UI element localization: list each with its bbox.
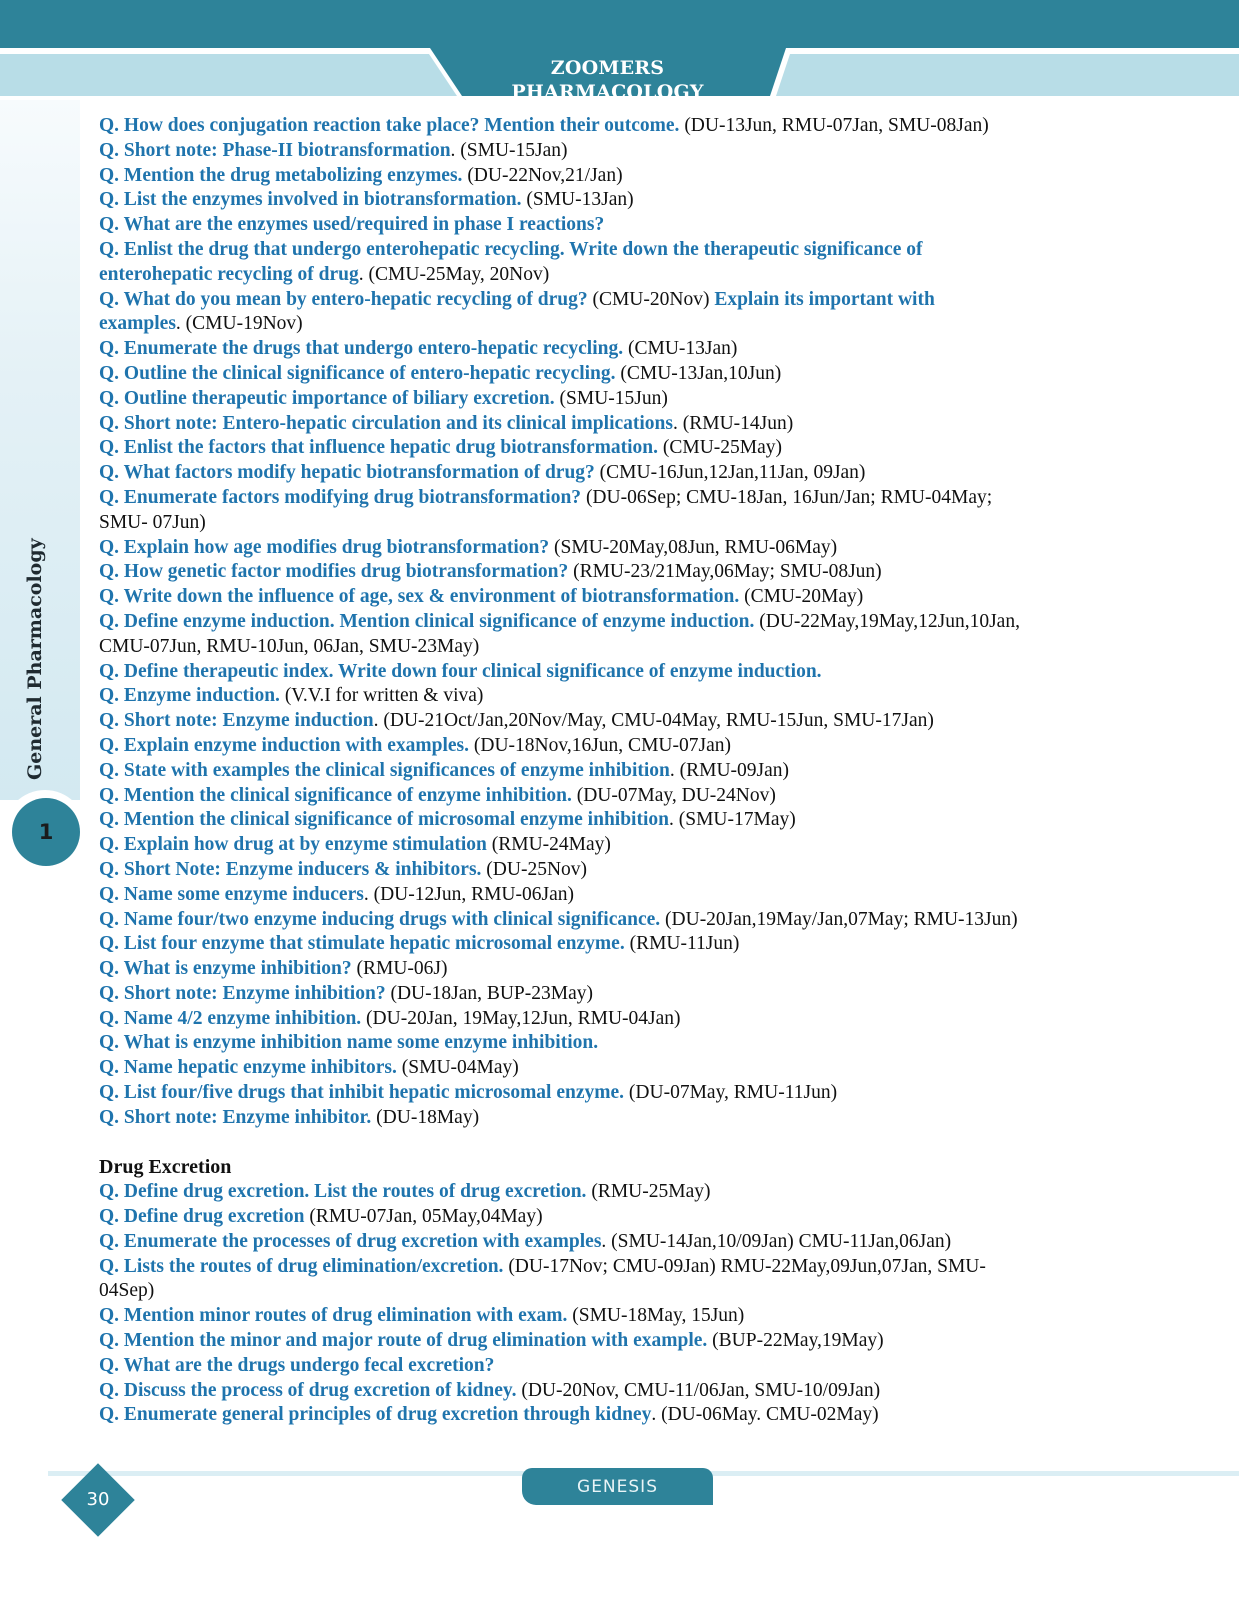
question-text: Q. Define drug excretion. List the routes of drug excretion. (99, 1181, 587, 1203)
question-line (99, 560, 1109, 585)
question-text: Q. Mention minor routes of drug elimination with exam. (99, 1305, 568, 1327)
exam-reference: SMU- 07Jun) (99, 511, 206, 533)
exam-reference: (DU-20Nov, CMU-11/06Jan, SMU-10/09Jan) (516, 1379, 881, 1401)
exam-reference: 04Sep) (99, 1280, 155, 1302)
sidebar-section-label: General Pharmacology (24, 538, 46, 780)
question-text: Q. Explain how age modifies drug biotransformation? (99, 536, 550, 558)
exam-reference: (DU-22May,19May,12Jun,10Jan, (754, 610, 1020, 632)
exam-reference: . (RMU-09Jan) (669, 759, 790, 781)
exam-reference: (DU-22Nov,21/Jan) (462, 164, 623, 186)
question-text: Q. Enumerate general principles of drug excretion through kidney (99, 1404, 652, 1426)
question-text: Q. Outline therapeutic importance of biliary excretion. (99, 387, 555, 409)
question-line (99, 1403, 1109, 1428)
question-text: Explain its important with (714, 288, 935, 310)
exam-reference: (V.V.I for written & viva) (279, 685, 484, 707)
question-text: Q. Define enzyme induction. Mention clinical significance of enzyme induction. (99, 610, 755, 632)
question-text: Q. List four/five drugs that inhibit hepatic microsomal enzyme. (99, 1082, 625, 1104)
question-line (99, 833, 1109, 858)
exam-reference: CMU-07Jun, RMU-10Jun, 06Jan, SMU-23May) (99, 635, 480, 657)
question-block-excretion (99, 1180, 1109, 1428)
question-line (99, 932, 1109, 957)
question-line (99, 1329, 1109, 1354)
question-text: Q. Mention the clinical significance of enzyme inhibition. (99, 784, 572, 806)
question-line (99, 957, 1109, 982)
question-line (99, 709, 1109, 734)
question-text: Q. Mention the minor and major route of drug elimination with example. (99, 1330, 708, 1352)
exam-reference: (CMU-13Jan,10Jun) (615, 362, 782, 384)
question-text: Q. What is enzyme inhibition name some enzyme inhibition. (99, 1032, 599, 1054)
question-line (99, 1031, 1109, 1056)
exam-reference: (CMU-25May) (657, 437, 783, 459)
question-line (99, 1056, 1109, 1081)
question-line (99, 511, 1109, 536)
question-line (99, 1081, 1109, 1106)
question-line (99, 486, 1109, 511)
question-text: Q. What do you mean by entero-hepatic recycling of drug? (99, 288, 588, 310)
chapter-number-badge: 1 (12, 798, 80, 866)
question-text: Q. Enumerate factors modifying drug biotransformation? (99, 486, 582, 508)
exam-reference: . (DU-06May. CMU-02May) (651, 1404, 879, 1426)
question-text: Q. How does conjugation reaction take place? Mention their outcome. (99, 115, 680, 136)
question-line (99, 883, 1109, 908)
exam-reference: (DU-06Sep; CMU-18Jan, 16Jun/Jan; RMU-04May; (581, 486, 993, 508)
question-line (99, 362, 1109, 387)
question-line (99, 610, 1109, 635)
exam-reference: (RMU-23/21May,06May; SMU-08Jun) (568, 561, 882, 583)
question-line (99, 1007, 1109, 1032)
exam-reference: (CMU-20May) (739, 586, 864, 608)
question-line (99, 684, 1109, 709)
exam-reference: . (DU-21Oct/Jan,20Nov/May, CMU-04May, RMU-15Jun, SMU-17Jan) (373, 710, 934, 732)
question-text: Q. Mention the drug metabolizing enzymes. (99, 164, 463, 186)
exam-reference: (DU-25Nov) (481, 858, 588, 880)
question-list (99, 114, 1109, 1428)
question-text: Q. What are the drugs undergo fecal excretion? (99, 1354, 495, 1376)
question-line (99, 1106, 1109, 1131)
exam-reference: (CMU-13Jan) (623, 338, 738, 360)
question-line (99, 312, 1109, 337)
exam-reference: . (CMU-25May, 20Nov) (358, 263, 550, 285)
question-text: enterohepatic recycling of drug (99, 263, 359, 285)
question-line (99, 337, 1109, 362)
exam-reference: . (SMU-17May) (668, 809, 796, 831)
question-text: Q. Mention the clinical significance of microsomal enzyme inhibition (99, 809, 669, 831)
question-line (99, 982, 1109, 1007)
question-text: Q. Name hepatic enzyme inhibitors. (99, 1057, 397, 1079)
question-text: Q. Explain how drug at by enzyme stimulation (99, 834, 487, 856)
question-line (99, 734, 1109, 759)
exam-reference: . (CMU-19Nov) (175, 313, 303, 335)
exam-reference: (CMU-16Jun,12Jan,11Jan, 09Jan) (594, 462, 866, 484)
question-line (99, 1304, 1109, 1329)
question-text: Q. Short Note: Enzyme inducers & inhibitors. (99, 858, 482, 880)
exam-reference: (DU-13Jun, RMU-07Jan, SMU-08Jan) (679, 115, 989, 136)
question-text: Q. Lists the routes of drug elimination/excretion. (99, 1255, 504, 1277)
question-text: Q. List four enzyme that stimulate hepatic microsomal enzyme. (99, 933, 625, 955)
question-line (99, 412, 1109, 437)
question-line (99, 1230, 1109, 1255)
question-line (99, 635, 1109, 660)
exam-reference: (RMU-06J) (351, 958, 448, 980)
question-text: Q. What is enzyme inhibition? (99, 958, 352, 980)
question-line (99, 213, 1109, 238)
exam-reference: (SMU-18May, 15Jun) (567, 1305, 745, 1327)
question-line (99, 858, 1109, 883)
question-text: Q. Write down the influence of age, sex & environment of biotransformation. (99, 586, 740, 608)
question-line (99, 585, 1109, 610)
question-line (99, 263, 1109, 288)
question-text: Q. Discuss the process of drug excretion of kidney. (99, 1379, 517, 1401)
question-line (99, 461, 1109, 486)
question-text: examples (99, 313, 176, 335)
question-text: Q. Define drug excretion (99, 1206, 305, 1228)
question-text: Q. Name four/two enzyme inducing drugs with clinical significance. (99, 908, 661, 930)
exam-reference: (DU-20Jan,19May/Jan,07May; RMU-13Jun) (660, 908, 1018, 930)
question-text: Q. Enumerate the processes of drug excretion with examples (99, 1230, 602, 1252)
exam-reference: (CMU-20Nov) (587, 288, 715, 310)
section-heading: Drug Excretion (99, 1156, 232, 1179)
exam-reference: (SMU-20May,08Jun, RMU-06May) (549, 536, 838, 558)
question-text: Q. Name 4/2 enzyme inhibition. (99, 1007, 362, 1029)
exam-reference: (DU-18Jan, BUP-23May) (385, 982, 594, 1004)
question-line (99, 784, 1109, 809)
question-line (99, 1354, 1109, 1379)
exam-reference: . (SMU-15Jan) (450, 139, 568, 161)
question-line (99, 114, 1109, 139)
question-text: Q. State with examples the clinical significances of enzyme inhibition (99, 759, 670, 781)
question-text: Q. Explain enzyme induction with examples. (99, 734, 469, 756)
exam-reference: . (DU-12Jun, RMU-06Jan) (363, 883, 574, 905)
exam-reference: (RMU-07Jan, 05May,04May) (304, 1206, 543, 1228)
question-text: Q. List the enzymes involved in biotransformation. (99, 189, 522, 211)
question-line (99, 139, 1109, 164)
question-line (99, 660, 1109, 685)
question-text: Q. Short note: Enzyme inhibition? (99, 982, 386, 1004)
question-block-biotransformation (99, 114, 1109, 1131)
footer-book-label: GENESIS (522, 1468, 713, 1505)
exam-reference: (RMU-11Jun) (624, 933, 740, 955)
exam-reference: . (RMU-14Jun) (672, 412, 794, 434)
page-number: 30 (86, 1489, 110, 1510)
question-line (99, 1279, 1109, 1304)
question-line (99, 1379, 1109, 1404)
exam-reference: (DU-17Nov; CMU-09Jan) RMU-22May,09Jun,07Jan, SMU- (503, 1255, 986, 1277)
question-line (99, 536, 1109, 561)
question-text: Q. Enumerate the drugs that undergo entero-hepatic recycling. (99, 338, 624, 360)
question-text: Q. Short note: Phase-II biotransformation (99, 139, 451, 161)
question-text: Q. How genetic factor modifies drug biotransformation? (99, 561, 569, 583)
question-text: Q. Enzyme induction. (99, 685, 280, 707)
question-line (99, 436, 1109, 461)
question-line (99, 164, 1109, 189)
question-text: Q. Name some enzyme inducers (99, 883, 364, 905)
exam-reference: (SMU-04May) (396, 1057, 519, 1079)
question-text: Q. What factors modify hepatic biotransformation of drug? (99, 462, 595, 484)
question-text: Q. Short note: Enzyme inhibitor. (99, 1106, 372, 1128)
exam-reference: (SMU-15Jun) (554, 387, 668, 409)
exam-reference: (RMU-24May) (486, 834, 611, 856)
question-line (99, 759, 1109, 784)
exam-reference: (DU-20Jan, 19May,12Jun, RMU-04Jan) (361, 1007, 681, 1029)
question-line (99, 808, 1109, 833)
question-text: Q. Short note: Enzyme induction (99, 710, 374, 732)
question-text: Q. Outline the clinical significance of entero-hepatic recycling. (99, 362, 616, 384)
question-line (99, 288, 1109, 313)
question-text: Q. What are the enzymes used/required in phase I reactions? (99, 214, 605, 236)
question-line (99, 1205, 1109, 1230)
header-title: ZOOMERS PHARMACOLOGY (511, 57, 704, 103)
question-line (99, 908, 1109, 933)
question-text: Q. Define therapeutic index. Write down four clinical significance of enzyme induction. (99, 660, 822, 682)
exam-reference: (SMU-13Jan) (521, 189, 634, 211)
exam-reference: (DU-07May, DU-24Nov) (571, 784, 776, 806)
question-line (99, 387, 1109, 412)
question-line (99, 238, 1109, 263)
question-text: Q. Enlist the drug that undergo enterohepatic recycling. Write down the therapeutic significance of (99, 238, 923, 260)
exam-reference: (RMU-25May) (586, 1181, 711, 1203)
exam-reference: (DU-18Nov,16Jun, CMU-07Jan) (469, 734, 731, 756)
question-text: Q. Short note: Entero-hepatic circulation and its clinical implications (99, 412, 673, 434)
exam-reference: (BUP-22May,19May) (707, 1330, 884, 1352)
exam-reference: (DU-18May) (371, 1106, 480, 1128)
question-line (99, 1180, 1109, 1205)
question-line (99, 188, 1109, 213)
exam-reference: (DU-07May, RMU-11Jun) (624, 1082, 838, 1104)
question-text: Q. Enlist the factors that influence hepatic drug biotransformation. (99, 437, 658, 459)
question-line (99, 1255, 1109, 1280)
exam-reference: . (SMU-14Jan,10/09Jan) CMU-11Jan,06Jan) (601, 1230, 952, 1252)
